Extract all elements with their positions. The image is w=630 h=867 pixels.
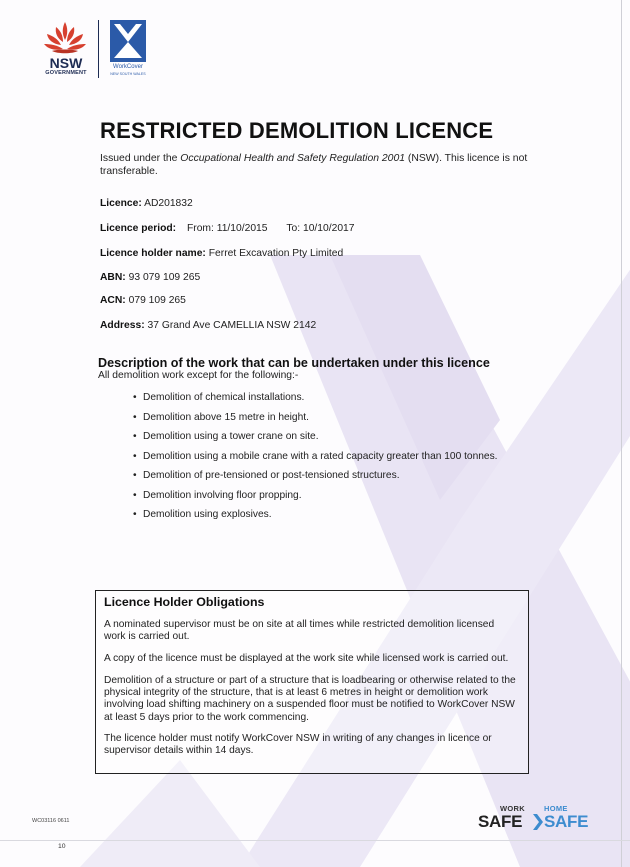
obligation-paragraph: A nominated supervisor must be on site at all times while restricted demolition licensed work is carried out. xyxy=(104,619,495,643)
obligation-paragraph: A copy of the licence must be displayed at the work site while licensed work is carried out. xyxy=(104,653,509,664)
address-value: 37 Grand Ave CAMELLIA NSW 2142 xyxy=(147,320,317,331)
form-code: WC03116 0611 xyxy=(32,818,70,824)
logo-safe-blue-text: SAFE xyxy=(544,812,589,831)
issued-regulation: Occupational Health and Safety Regulation 2001 xyxy=(180,153,406,164)
acn-label: ACN: xyxy=(100,295,126,306)
list-item: • Demolition involving floor propping. xyxy=(133,490,498,510)
list-item: • Demolition of chemical installations. xyxy=(133,392,498,412)
holder-name-field xyxy=(100,248,343,259)
issued-statement xyxy=(100,152,550,178)
work-safe-home-safe-logo xyxy=(478,804,592,834)
address-label: Address: xyxy=(100,320,145,331)
period-to: To: 10/10/2017 xyxy=(286,223,355,234)
abn-value: 93 079 109 265 xyxy=(128,272,201,283)
logo-home-text: HOME xyxy=(544,804,568,813)
issued-suffix: (NSW). This licence is not transferable. xyxy=(100,153,528,177)
workcover-logo xyxy=(106,18,150,80)
workcover-logo-subtext: NEW SOUTH WALES xyxy=(110,72,146,76)
logo-divider xyxy=(98,20,99,78)
chevron-right-icon xyxy=(533,814,543,830)
obligations-box xyxy=(95,590,529,774)
page-number: 10 xyxy=(58,843,66,850)
issued-prefix: Issued under the xyxy=(100,153,181,164)
list-item: • Demolition using explosives. xyxy=(133,509,498,529)
list-item: • Demolition of pre-tensioned or post-tensioned structures. xyxy=(133,470,498,490)
period-from: From: 11/10/2015 xyxy=(186,223,268,234)
abn-field xyxy=(100,272,200,283)
obligation-paragraph: Demolition of a structure or part of a structure that is loadbearing or otherwise related to the physical integrity of the structure, that is at least 6 metres in height or demolition work involving load shifting machinery on a suspended floor must be notified to WorkCover NSW at least 5 days prior to the work commencing. xyxy=(104,675,516,723)
licence-period-field xyxy=(100,223,355,234)
list-item: • Demolition above 15 metre in height. xyxy=(133,412,498,432)
list-item: • Demolition using a mobile crane with a rated capacity greater than 100 tonnes. xyxy=(133,451,498,471)
nsw-logo-text: NSW xyxy=(49,55,83,71)
workcover-logo-text: WorkCover xyxy=(113,64,143,70)
obligations-title: Licence Holder Obligations xyxy=(104,595,265,609)
acn-value: 079 109 265 xyxy=(128,295,186,306)
acn-field xyxy=(100,295,186,306)
holder-value: Ferret Excavation Pty Limited xyxy=(208,248,344,259)
page-edge-right xyxy=(621,0,622,867)
exclusions-list xyxy=(133,392,498,529)
obligation-paragraph: The licence holder must notify WorkCover NSW in writing of any changes in licence or supervisor details within 14 days. xyxy=(104,733,492,757)
nsw-logo-subtext: GOVERNMENT xyxy=(45,70,87,76)
description-heading: Description of the work that can be undertaken under this licence xyxy=(98,356,490,370)
holder-label: Licence holder name: xyxy=(100,248,206,259)
licence-label: Licence: xyxy=(100,198,142,209)
abn-label: ABN: xyxy=(100,272,126,283)
licence-number-field xyxy=(100,198,193,209)
licence-value: AD201832 xyxy=(144,198,193,209)
list-item: • Demolition using a tower crane on site. xyxy=(133,431,498,451)
description-subheading: All demolition work except for the following:- xyxy=(98,370,299,381)
document-title: RESTRICTED DEMOLITION LICENCE xyxy=(100,118,494,143)
page-edge-bottom xyxy=(0,840,630,841)
address-field xyxy=(100,320,316,331)
logo-work-text: WORK xyxy=(500,804,525,813)
period-label: Licence period: xyxy=(100,223,177,234)
logo-safe-text: SAFE xyxy=(478,812,523,831)
